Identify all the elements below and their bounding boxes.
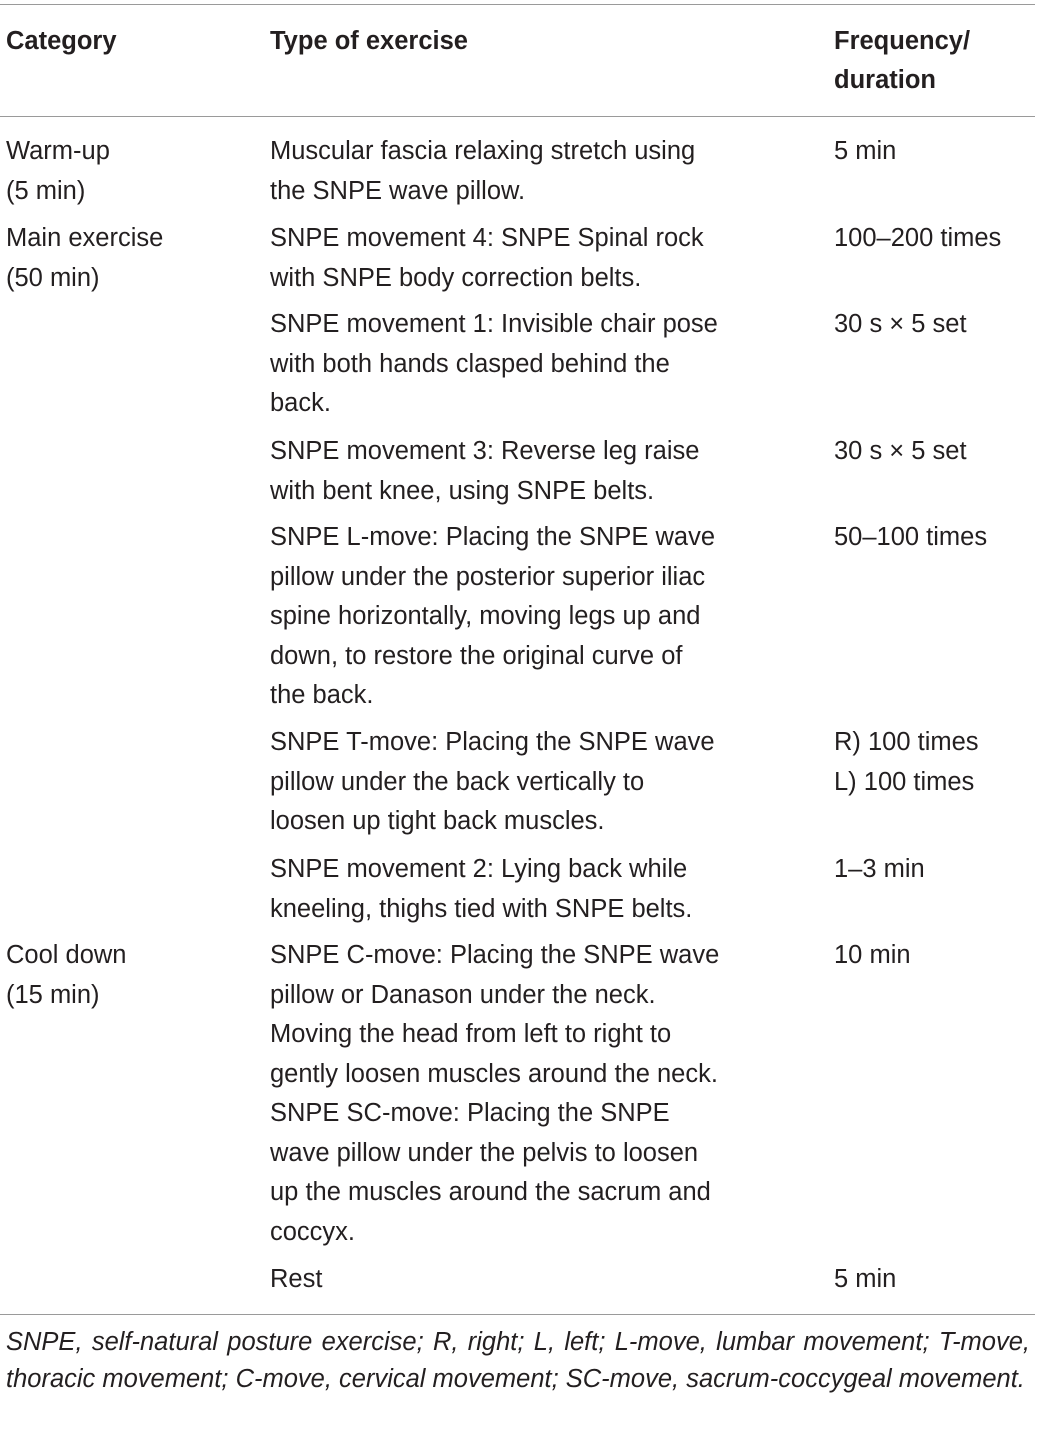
row-category: Warm-up (5 min) xyxy=(6,137,110,205)
row-frequency: 50–100 times xyxy=(834,523,988,551)
row-frequency: 30 s × 5 set xyxy=(834,310,967,338)
row-frequency: 30 s × 5 set xyxy=(834,437,967,465)
row-frequency: 10 min xyxy=(834,941,911,969)
row-type: SNPE movement 2: Lying back while kneeling, thighs tied with SNPE belts. xyxy=(270,855,693,923)
row-type: Rest xyxy=(270,1265,323,1293)
row-type: SNPE movement 3: Reverse leg raise with bent knee, using SNPE belts. xyxy=(270,437,700,505)
table-bottom-rule xyxy=(0,1314,1035,1315)
row-frequency: 100–200 times xyxy=(834,224,1002,252)
table-top-rule xyxy=(0,4,1035,5)
row-type: SNPE C-move: Placing the SNPE wave pillow or Danason under the neck. Moving the head from left to right to gently loosen muscles around the neck. SNPE SC-move: Placing the SNPE wave pillow under the pelvis to loosen up the muscles around the sacrum and coccyx. xyxy=(270,941,720,1246)
row-type: SNPE movement 4: SNPE Spinal rock with SNPE body correction belts. xyxy=(270,224,704,292)
row-type: SNPE T-move: Placing the SNPE wave pillow under the back vertically to loosen up tight back muscles. xyxy=(270,728,715,835)
row-type: SNPE movement 1: Invisible chair pose with both hands clasped behind the back. xyxy=(270,310,718,417)
header-category: Category xyxy=(6,27,117,55)
table-footnote: SNPE, self-natural posture exercise; R, right; L, left; L-move, lumbar movement; T-move, thoracic movement; C-move, cervical movement; SC-move, sacrum-coccygeal movement. xyxy=(6,1328,1030,1393)
header-frequency: Frequency/ duration xyxy=(834,27,971,94)
row-frequency: 5 min xyxy=(834,137,897,165)
row-frequency: 1–3 min xyxy=(834,855,925,883)
row-category: Main exercise (50 min) xyxy=(6,224,164,292)
header-rule xyxy=(0,116,1035,117)
row-frequency: 5 min xyxy=(834,1265,897,1293)
header-type: Type of exercise xyxy=(270,27,468,55)
row-type: Muscular fascia relaxing stretch using the SNPE wave pillow. xyxy=(270,137,696,205)
row-type: SNPE L-move: Placing the SNPE wave pillow under the posterior superior iliac spine horizontally, moving legs up and down, to restore the original curve of the back. xyxy=(270,523,716,709)
row-frequency: R) 100 times L) 100 times xyxy=(834,728,979,796)
row-category: Cool down (15 min) xyxy=(6,941,127,1009)
